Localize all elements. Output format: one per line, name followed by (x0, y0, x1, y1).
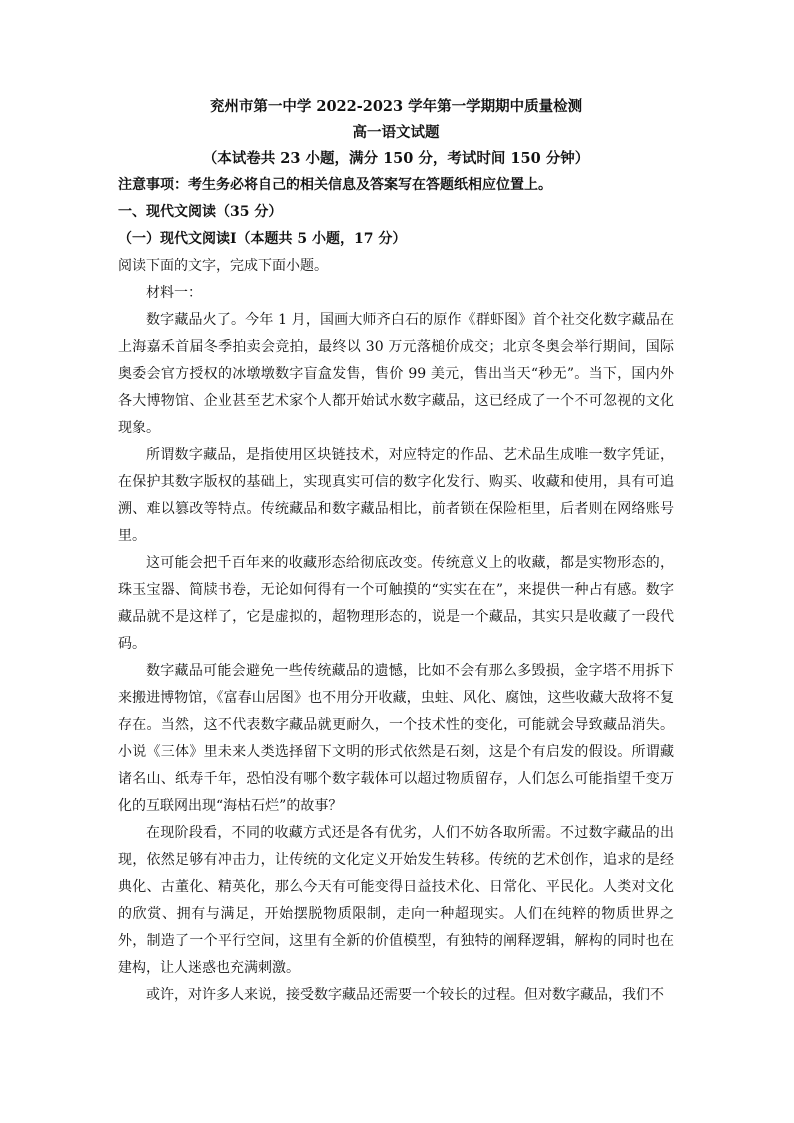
instruction: 阅读下面的文字，完成下面小题。 (118, 258, 328, 274)
paragraph-5: 在现阶段看，不同的收藏方式还是各有优劣，人们不妨各取所需。不过数字藏品的出现，依然足够有冲击力，让传统的文化定义开始发生转移。传统的艺术创作，追求的是经典化、古董化、精英化，那么今天有可能变得日益技术化、日常化、平民化。人类对文化的欣赏、拥有与满足，开始摆脱物质限制，走向一种超现实。人们在纯粹的物质世界之外，制造了一个平行空间，这里有全新的价值模型，有独特的阐释逻辑，解构的同时也在建构，让人迷惑也充满刺激。 (118, 825, 674, 976)
notice: 注意事项：考生务必将自己的相关信息及答案写在答题纸相应位置上。 (118, 177, 552, 193)
paragraph-2: 所谓数字藏品，是指使用区块链技术，对应特定的作品、艺术品生成唯一数字凭证，在保护其数字版权的基础上，实现真实可信的数字化发行、购买、收藏和使用，具有可追溯、难以篡改等特点。传统藏品和数字藏品相比，前者锁在保险柜里，后者则在网络账号里。 (118, 447, 674, 544)
material-label: 材料一： (146, 285, 202, 301)
exam-subtitle: 高一语文试题 (352, 124, 440, 141)
paragraph-6: 或许，对许多人来说，接受数字藏品还需要一个较长的过程。但对数字藏品，我们不 (146, 987, 664, 1003)
page-content (118, 94, 674, 1009)
exam-info: （本试卷共 23 小题，满分 150 分，考试时间 150 分钟） (202, 150, 590, 167)
paragraph-4: 数字藏品可能会避免一些传统藏品的遗憾，比如不会有那么多毁损，金字塔不用拆下来搬进博物馆，《富春山居图》也不用分开收藏，虫蛀、风化、腐蚀，这些收藏大敌将不复存在。当然，这不代表数字藏品就更耐久，一个技术性的变化，可能就会导致藏品消失。小说《三体》里未来人类选择留下文明的形式依然是石刻，这是个有启发的假设。所谓藏诸名山、纸寿千年，恐怕没有哪个数字载体可以超过物质留存，人们怎么可能指望千变万化的互联网出现“海枯石烂”的故事？ (118, 663, 674, 814)
section-subheading: （一）现代文阅读Ⅰ（本题共 5 小题，17 分） (118, 231, 407, 247)
exam-title: 兖州市第一中学 2022-2023 学年第一学期期中质量检测 (209, 98, 583, 115)
paragraph-3: 这可能会把千百年来的收藏形态给彻底改变。传统意义上的收藏，都是实物形态的，珠玉宝器、简牍书卷，无论如何得有一个可触摸的“实实在在”，来提供一种占有感。数字藏品就不是这样了，它是虚拟的，超物理形态的，说是一个藏品，其实只是收藏了一段代码。 (118, 555, 674, 652)
paragraph-1: 数字藏品火了。今年 1 月，国画大师齐白石的原作《群虾图》首个社交化数字藏品在上海嘉禾首届冬季拍卖会竞拍，最终以 30 万元落槌价成交；北京冬奥会举行期间，国际奥委会官方授权的冰墩墩数字盲盒发售，售价 99 美元，售出当天“秒无”。当下，国内外各大博物馆、企业甚至艺术家个人都开始试水数字藏品，这已经成了一个不可忽视的文化现象。 (118, 312, 674, 436)
section-heading: 一、现代文阅读（35 分） (118, 204, 283, 220)
